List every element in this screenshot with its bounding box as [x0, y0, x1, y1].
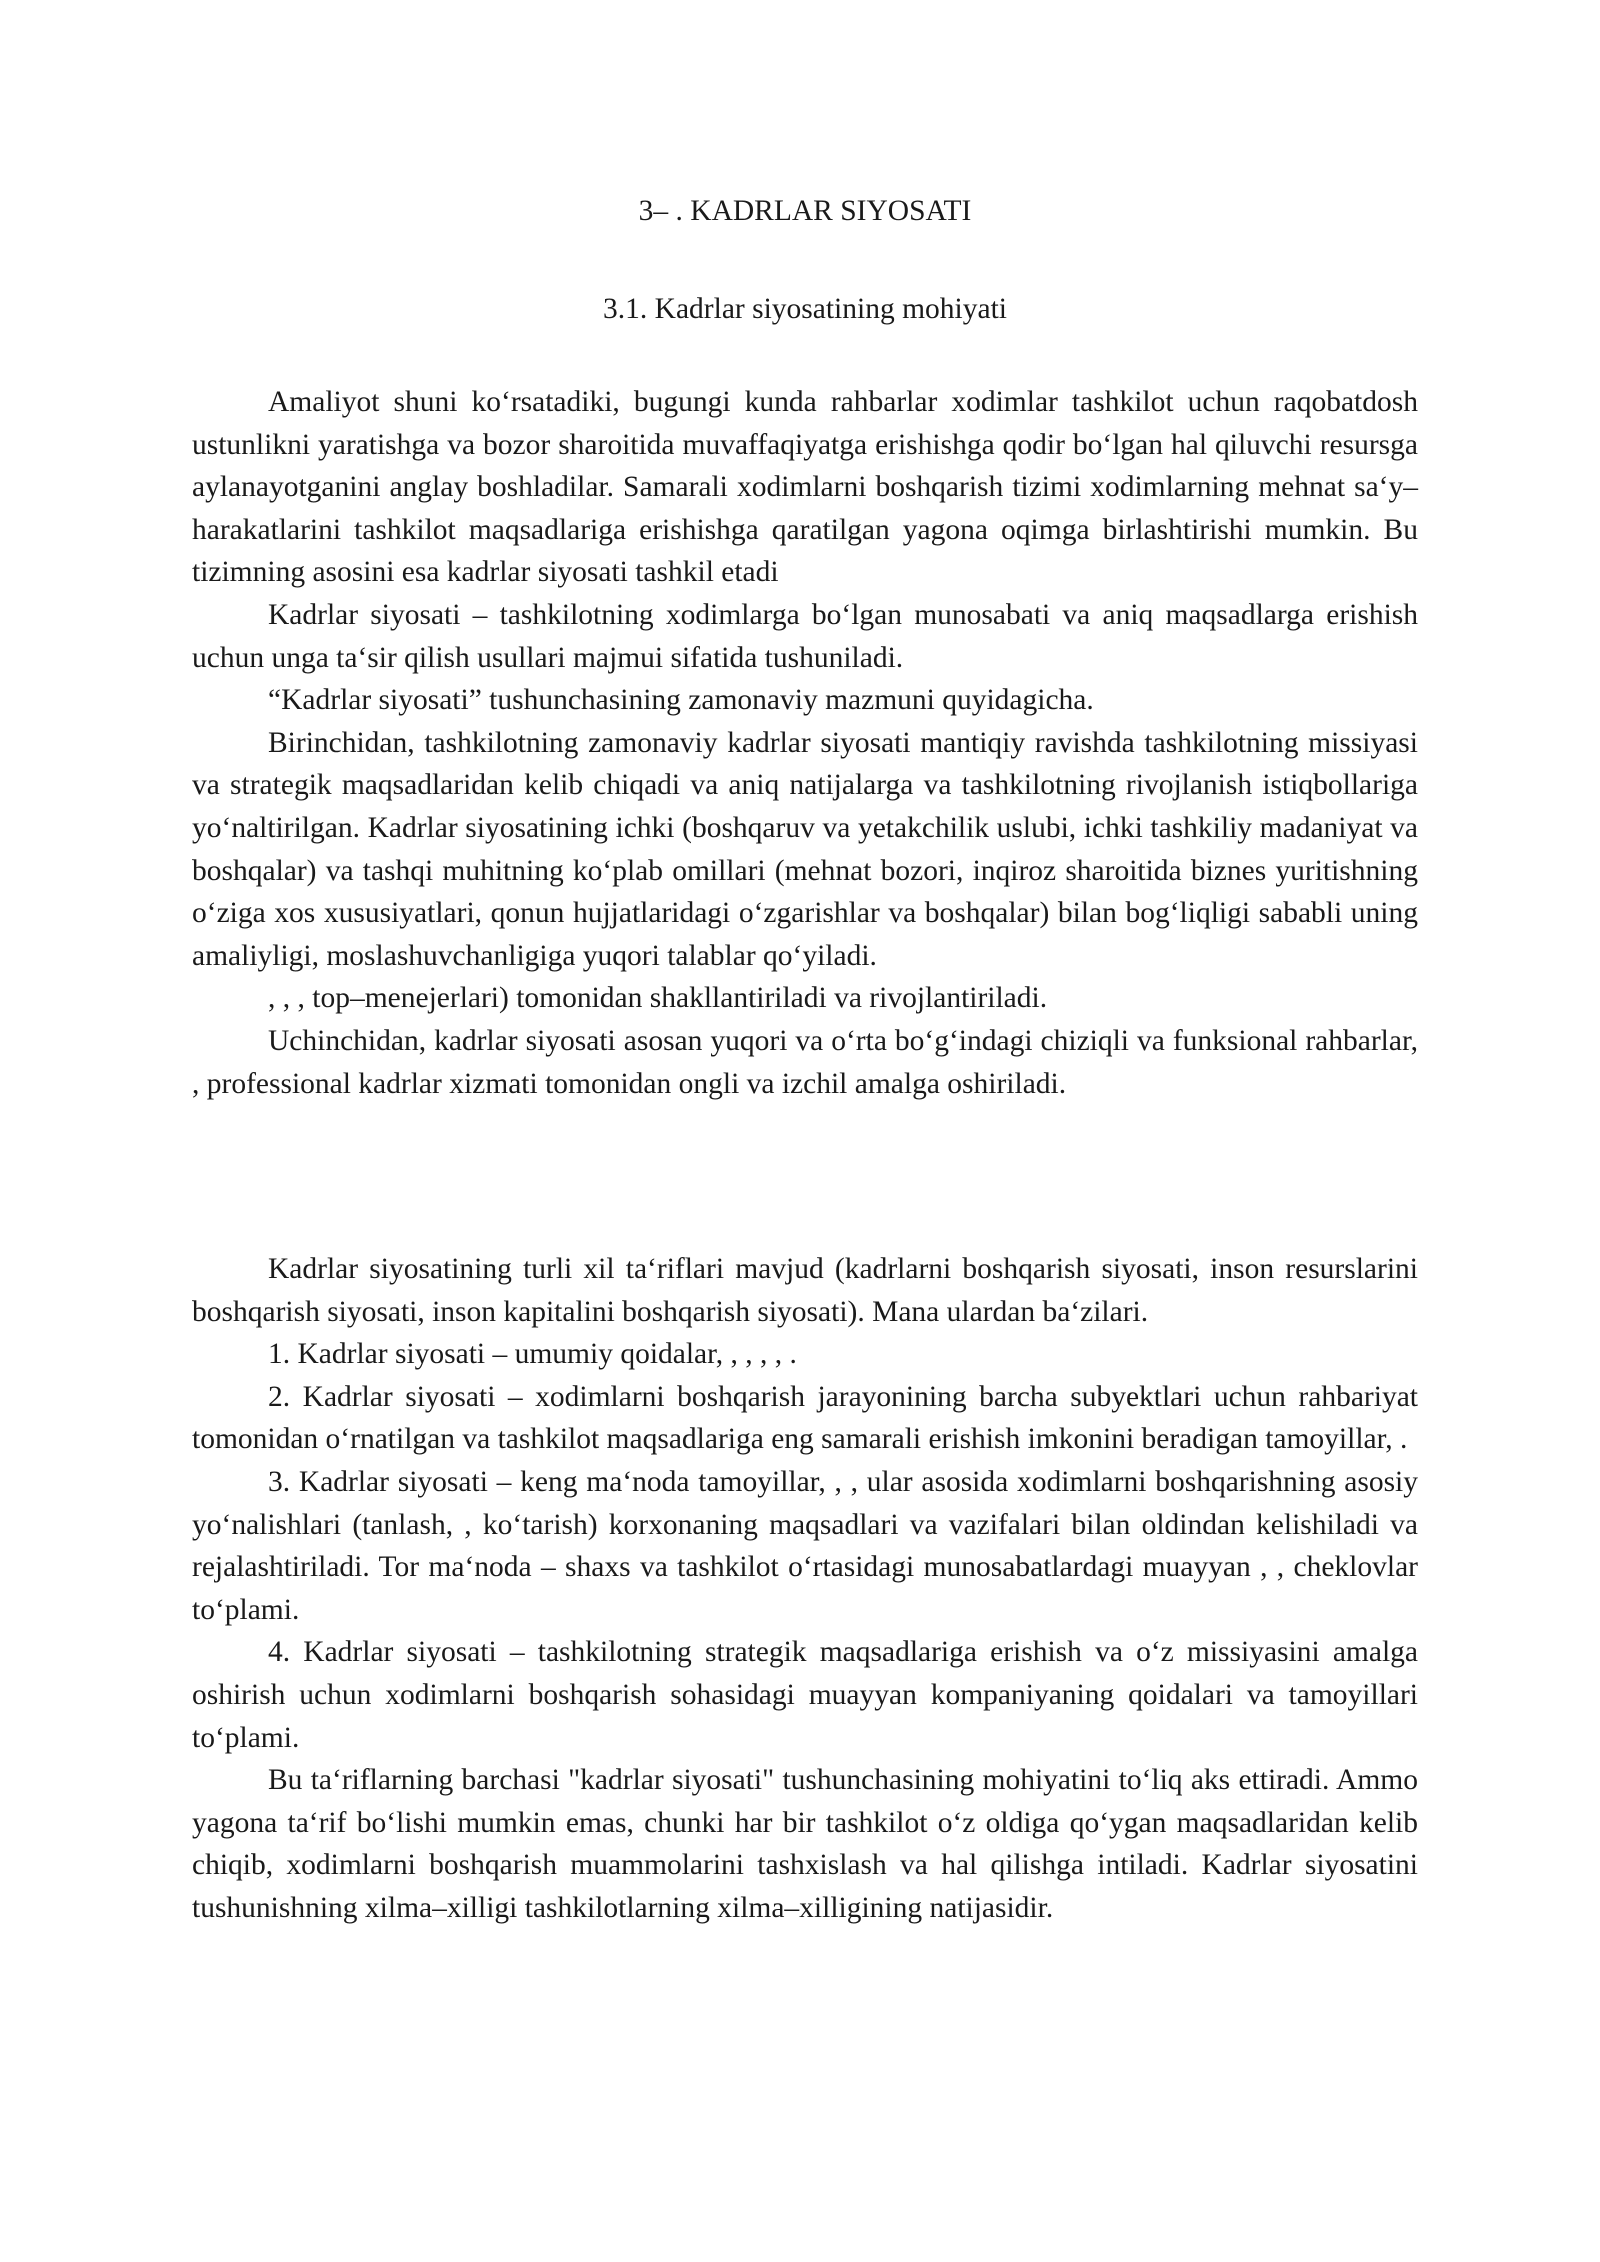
paragraph: Kadrlar siyosati – tashkilotning xodimlarga bo‘lgan munosabati va aniq maqsadlarga erishish uchun unga ta‘sir qilish usullari majmui sifatida tushuniladi.	[192, 598, 1418, 674]
paragraph: Kadrlar siyosatining turli xil ta‘riflari mavjud (kadrlarni boshqarish siyosati, inson resurslarini boshqarish siyosati, inson kapitalini boshqarish siyosati). Mana ulardan ba‘zilari.	[192, 1253, 1418, 1328]
list-item: 1. Kadrlar siyosati – umumiy qoidalar, , , , , .	[268, 1338, 797, 1371]
paragraph: Bu ta‘riflarning barchasi "kadrlar siyosati" tushunchasining mohiyatini to‘liq aks ettiradi. Ammo yagona ta‘rif bo‘lishi mumkin emas, chunki har bir tashkilot o‘z oldiga qo‘ygan maqsadlaridan kelib chiqib, xodimlarni boshqarish muammolarini tashxislash va hal qilishga intiladi. Kadrlar siyosatini tushunishning xilma–xilligi tashkilotlarning xilma–xilligining natijasidir.	[192, 1764, 1418, 1924]
list-item: 4. Kadrlar siyosati – tashkilotning strategik maqsadlariga erishish va o‘z missiyasini amalga oshirish uchun xodimlarni boshqarish sohasidagi muayyan kompaniyaning qoidalari va tamoyillari to‘plami.	[192, 1636, 1418, 1754]
chapter-title: 3– . KADRLAR SIYOSATI	[638, 195, 972, 227]
paragraph: “Kadrlar siyosati” tushunchasining zamonaviy mazmuni quyidagicha.	[268, 684, 1094, 717]
section-title: 3.1. Kadrlar siyosatining mohiyati	[603, 293, 1007, 325]
body-text-block	[192, 381, 1418, 1105]
list-item: 3. Kadrlar siyosati – keng ma‘noda tamoyillar, , , ular asosida xodimlarni boshqarishning asosiy yo‘nalishlari (tanlash, , ko‘tarish) korxonaning maqsadlari va vazifalari bilan oldindan kelishiladi va rejalashtiriladi. Tor ma‘noda – shaxs va tashkilot o‘rtasidagi munosabatlardagi muayyan , , cheklovlar to‘plami.	[192, 1465, 1418, 1626]
paragraph: Amaliyot shuni ko‘rsatadiki, bugungi kunda rahbarlar xodimlar tashkilot uchun raqobatdosh ustunlikni yaratishga va bozor sharoitida muvaffaqiyatga erishishga qodir bo‘lgan hal qiluvchi resursga aylanayotganini anglay boshladilar. Samarali xodimlarni boshqarish tizimi xodimlarning mehnat sa‘y–harakatlarini tashkilot maqsadlariga erishishga qaratilgan yagona oqimga birlashtirishi mumkin. Bu tizimning asosini esa kadrlar siyosati tashkil etadi	[192, 386, 1418, 589]
body-text-block	[192, 1248, 1418, 1930]
paragraph: Uchinchidan, kadrlar siyosati asosan yuqori va o‘rta bo‘g‘indagi chiziqli va funksional rahbarlar, , professional kadrlar xizmati tomonidan ongli va izchil amalga oshiriladi.	[192, 1024, 1418, 1100]
paragraph: , , , top–menejerlari) tomonidan shakllantiriladi va rivojlantiriladi.	[268, 982, 1048, 1015]
paragraph: Birinchidan, tashkilotning zamonaviy kadrlar siyosati mantiqiy ravishda tashkilotning missiyasi va strategik maqsadlaridan kelib chiqadi va aniq natijalarga va tashkilotning rivojlanish istiqbollariga yo‘naltirilgan. Kadrlar siyosatining ichki (boshqaruv va yetakchilik uslubi, ichki tashkiliy madaniyat va boshqalar) va tashqi muhitning ko‘plab omillari (mehnat bozori, inqiroz sharoitida biznes yuritishning o‘ziga xos xususiyatlari, qonun hujjatlaridagi o‘zgarishlar va boshqalar) bilan bog‘liqligi sababli uning amaliyligi, moslashuvchanligiga yuqori talablar qo‘yiladi.	[192, 726, 1418, 972]
list-item: 2. Kadrlar siyosati – xodimlarni boshqarish jarayonining barcha subyektlari uchun rahbariyat tomonidan o‘rnatilgan va tashkilot maqsadlariga eng samarali erishish imkonini beradigan tamoyillar, .	[192, 1380, 1418, 1456]
